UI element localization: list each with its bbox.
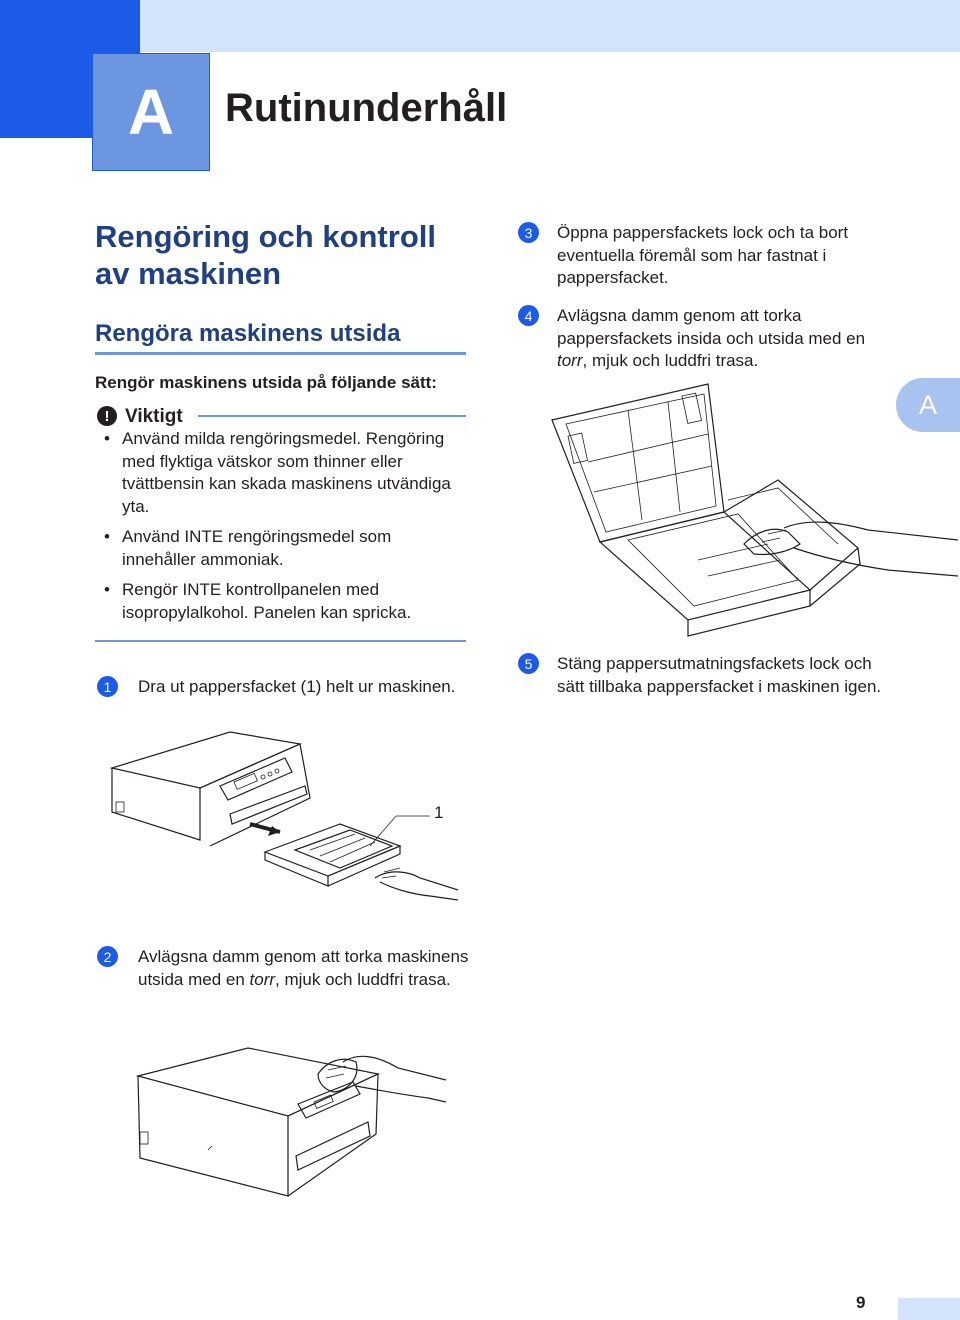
- note-top-rule: [198, 415, 466, 417]
- step-4-text: [557, 305, 897, 373]
- note-item: • Använd INTE rengöringsmedel som innehåller ammoniak.: [100, 526, 466, 571]
- paper-tray-cleaning-illustration: [548, 380, 960, 638]
- step-2-text: [138, 946, 478, 991]
- step-2-text-end: , mjuk och luddfri trasa.: [275, 969, 451, 989]
- step-5-text-main: Stäng pappersutmatningsfackets lock och sätt tillbaka pappersfacket i maskinen igen.: [557, 654, 882, 696]
- subsection-rule: [95, 352, 466, 355]
- lead-text: Rengör maskinens utsida på följande sätt:: [95, 373, 437, 392]
- step-5-text: [557, 653, 897, 698]
- step-4-emphasis: torr: [557, 351, 583, 370]
- step-number-3: 3: [518, 222, 539, 243]
- printer-tray-removal-illustration: [100, 728, 460, 918]
- step-4-text-main: Avlägsna damm genom att torka pappersfackets insida och utsida med en: [557, 306, 866, 348]
- section-title: Rengöring och kontroll av maskinen: [95, 219, 436, 291]
- step-2-text-main: Avlägsna damm genom att torka maskinens utsida med en: [138, 947, 469, 989]
- step-3-text-main: Öppna pappersfackets lock och ta bort eventuella föremål som har fastnat i pappersfacket.: [557, 223, 849, 287]
- note-item: • Använd milda rengöringsmedel. Rengöring med flyktiga vätskor som thinner eller tvättbensin kan skada maskinens utvändiga yta.: [100, 428, 466, 518]
- step-3-text: [557, 222, 897, 290]
- note-item: • Rengör INTE kontrollpanelen med isopropylalkohol. Panelen kan spricka.: [100, 579, 466, 624]
- step-1-text: [138, 676, 458, 699]
- step-1-text-main: Dra ut pappersfacket (1) helt ur maskinen.: [138, 677, 456, 696]
- subsection-title: Rengöra maskinens utsida: [95, 320, 401, 347]
- note-bottom-rule: [95, 640, 466, 642]
- page-number-bar: [898, 1298, 960, 1320]
- page-number: 9: [856, 1293, 866, 1312]
- step-number-4: 4: [518, 305, 539, 326]
- chapter-letter-box: A: [92, 53, 210, 171]
- step-4-text-end: , mjuk och luddfri trasa.: [582, 351, 759, 370]
- step-number-5: 5: [518, 653, 539, 674]
- note-label: Viktigt: [125, 406, 183, 427]
- chapter-side-tab[interactable]: A: [896, 378, 960, 432]
- chapter-title: Rutinunderhåll: [225, 86, 508, 130]
- step-2-emphasis: torr: [249, 969, 276, 989]
- figure-callout-1: 1: [434, 803, 444, 822]
- step-number-2: 2: [97, 946, 118, 967]
- warning-icon: !: [97, 406, 117, 426]
- note-list: [100, 428, 466, 632]
- step-number-1: 1: [97, 676, 118, 697]
- printer-wiping-illustration: [128, 1046, 448, 1206]
- header-light-band: [140, 0, 960, 52]
